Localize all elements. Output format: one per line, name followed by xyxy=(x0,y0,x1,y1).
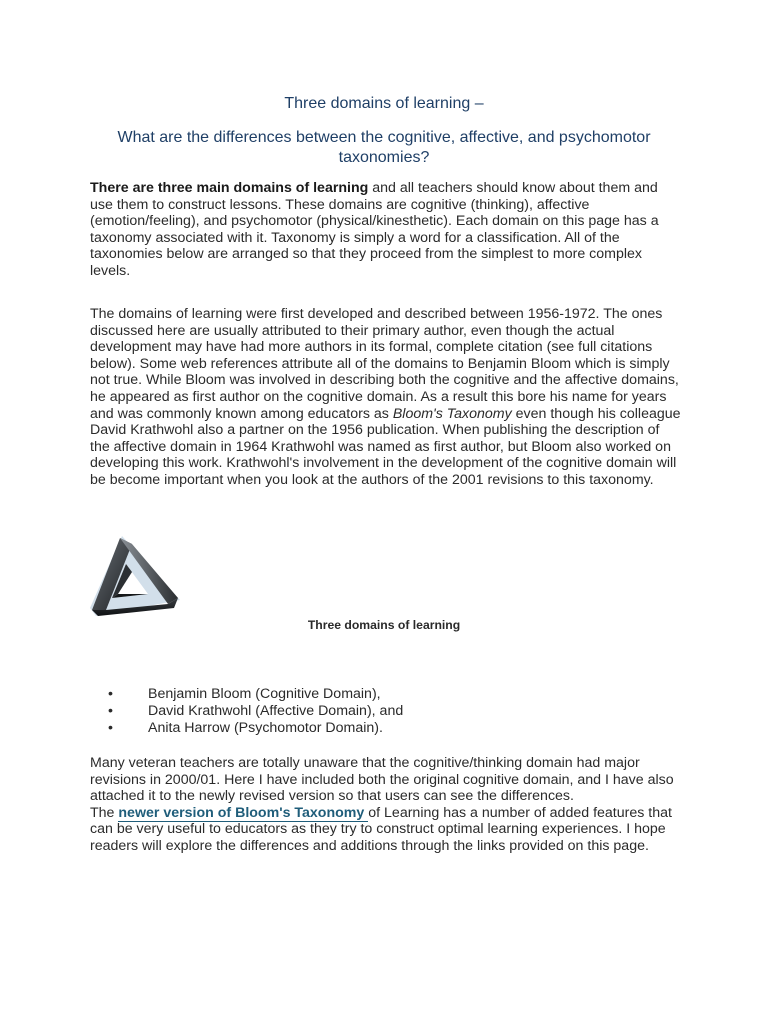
page-subtitle: What are the differences between the cognitive, affective, and psychomotor taxonomies? xyxy=(117,129,651,166)
page-title: Three domains of learning – xyxy=(284,95,484,112)
list-item xyxy=(108,686,403,703)
revisions-text-2: of Learning has a number of added features that can be very useful to educators as they try to construct optimal learning experiences. I hope readers will explore the differences and additions through the links provided on this page. xyxy=(90,804,672,854)
revisions-text-1: Many veteran teachers are totally unaware that the cognitive/thinking domain had major revisions in 2000/01. Here I have included both the original cognitive domain, and I have also attached it to the newly revised version so that users can see the differences. xyxy=(90,755,674,805)
bullet-marker: • xyxy=(108,686,113,702)
history-paragraph xyxy=(90,306,682,489)
history-text-1: The domains of learning were first developed and described between 1956-1972. The ones discussed here are usually attributed to their primary author, even though the actual development may have had more authors in its formal, complete citation (see full citations below). Some web references attribute all of the domains to Benjamin Bloom which is simply not true. While Bloom was involved in describing both the cognitive and the affective domains, he appeared as first author on the cognitive domain. As a result this bore his name for years and was commonly known among educators as xyxy=(90,306,679,422)
authors-list xyxy=(108,686,403,737)
list-item-text: David Krathwohl (Affective Domain), and xyxy=(148,703,404,719)
impossible-triangle-icon xyxy=(88,532,184,620)
intro-paragraph xyxy=(90,180,682,280)
revisions-the: The xyxy=(90,804,119,821)
list-item xyxy=(108,720,403,737)
figure-caption: Three domains of learning xyxy=(307,618,461,632)
intro-text: and all teachers should know about them and use them to construct lessons. These domains are cognitive (thinking), affective (emotion/feeling), and psychomotor (physical/kinesthetic). Each domain on this page has a taxonomy associated with it. Taxonomy is simply a word for a classification. All of the taxonomies below are arranged so that they proceed from the simplest to more complex levels. xyxy=(90,180,659,279)
bullet-marker: • xyxy=(108,720,113,736)
list-item xyxy=(108,703,403,720)
blooms-taxonomy-term: Bloom's Taxonomy xyxy=(392,405,512,422)
newer-blooms-taxonomy-link[interactable]: newer version of Bloom's Taxonomy xyxy=(118,804,369,821)
history-text-2: even though his colleague David Krathwohl also a partner on the 1956 publication. When publishing the description of the affective domain in 1964 Krathwohl was named as first author, but Bloom also worked on developing this work. Krathwohl's involvement in the development of the cognitive domain will be become important when you look at the authors of the 2001 revisions to this taxonomy. xyxy=(90,405,681,488)
intro-bold-lead: There are three main domains of learning xyxy=(90,180,369,196)
list-item-text: Benjamin Bloom (Cognitive Domain), xyxy=(148,686,381,702)
bullet-marker: • xyxy=(108,703,113,719)
revisions-paragraph xyxy=(90,755,682,855)
list-item-text: Anita Harrow (Psychomotor Domain). xyxy=(148,720,383,736)
